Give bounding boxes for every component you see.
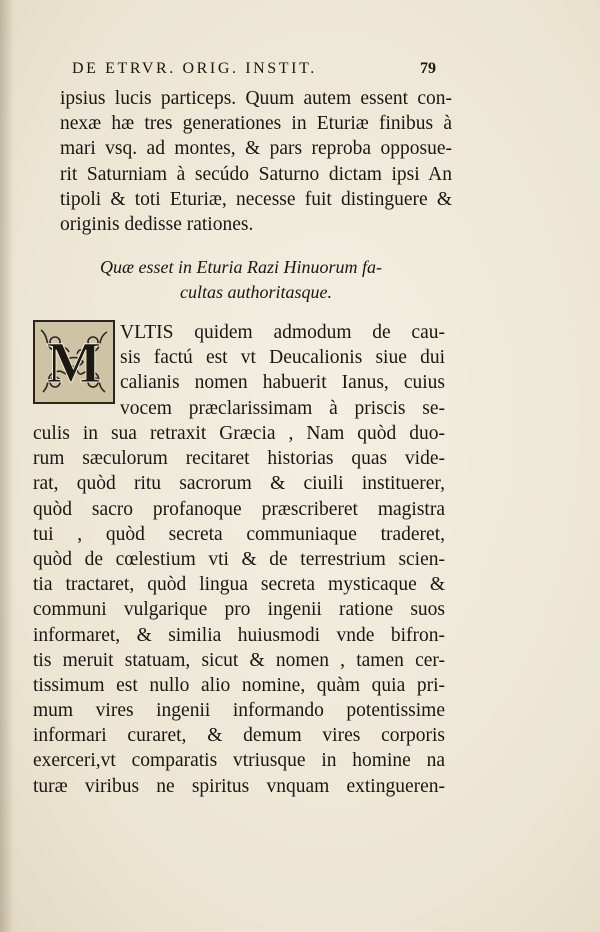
text-line: VLTIS quidem admodum de cau- (120, 322, 445, 343)
section-heading-line: cultas authoritasque. (180, 282, 332, 302)
text-line: exerceri,vt comparatis vtriusque in homine na (33, 750, 445, 772)
text-line: tia tractaret, quòd lingua secreta mysticaque & (33, 574, 445, 596)
body-paragraph (33, 421, 445, 799)
initial-adjacent-lines (120, 320, 445, 421)
text-line: quòd de cœlestium vti & de terrestrium scien- (33, 548, 445, 570)
text-line: tui , quòd secreta communiaque traderet, (33, 523, 445, 545)
text-line: quòd sacro profanoque præscriberet magistra (33, 498, 445, 520)
text-line: calianis nomen habuerit Ianus, cuius (120, 372, 445, 394)
page-number: 79 (420, 60, 436, 77)
text-line: vocem præclarissimam à priscis se- (120, 397, 445, 419)
text-line: rat, quòd ritu sacrorum & ciuili instituerer, (33, 473, 445, 495)
section-heading (60, 255, 452, 305)
running-title: DE ETRVR. ORIG. INSTIT. (72, 60, 317, 77)
text-line: originis dedisse rationes. (60, 213, 254, 235)
text-line: rum sæculorum recitaret historias quas vide- (33, 448, 445, 470)
section-heading-line: Quæ esset in Eturia Razi Hinuorum fa- (100, 257, 382, 277)
text-line: ipsius lucis particeps. Quum autem essent con- (60, 88, 452, 109)
text-line: mari vsq. ad montes, & pars reproba opposue- (60, 138, 452, 160)
decorated-initial-m (33, 320, 115, 404)
gutter-shadow (0, 0, 14, 932)
initial-letter: M (46, 330, 102, 395)
text-line: mum vires ingenii informando potentissime (33, 700, 445, 722)
text-line: turæ viribus ne spiritus vnquam extingueren- (33, 775, 445, 797)
text-line: informaret, & similia huiusmodi vnde bifron- (33, 624, 445, 646)
opening-text-block (60, 86, 452, 237)
text-line: nexæ hæ tres generationes in Eturiæ finibus à (60, 113, 452, 135)
text-line: culis in sua retraxit Græcia , Nam quòd duo- (33, 423, 445, 444)
text-line: tissimum est nullo alio nomine, quàm quia pri- (33, 674, 445, 696)
text-line: communi vulgarique pro ingenii ratione suos (33, 599, 445, 621)
text-line: tis meruit statuam, sicut & nomen , tamen cer- (33, 649, 445, 671)
text-line: sis factú est vt Deucalionis siue dui (120, 347, 445, 369)
text-line: informari curaret, & demum vires corporis (33, 725, 445, 747)
text-line: rit Saturniam à secúdo Saturno dictam ipsi An (60, 163, 452, 185)
text-line: tipoli & toti Eturiæ, necesse fuit distinguere & (60, 188, 452, 210)
